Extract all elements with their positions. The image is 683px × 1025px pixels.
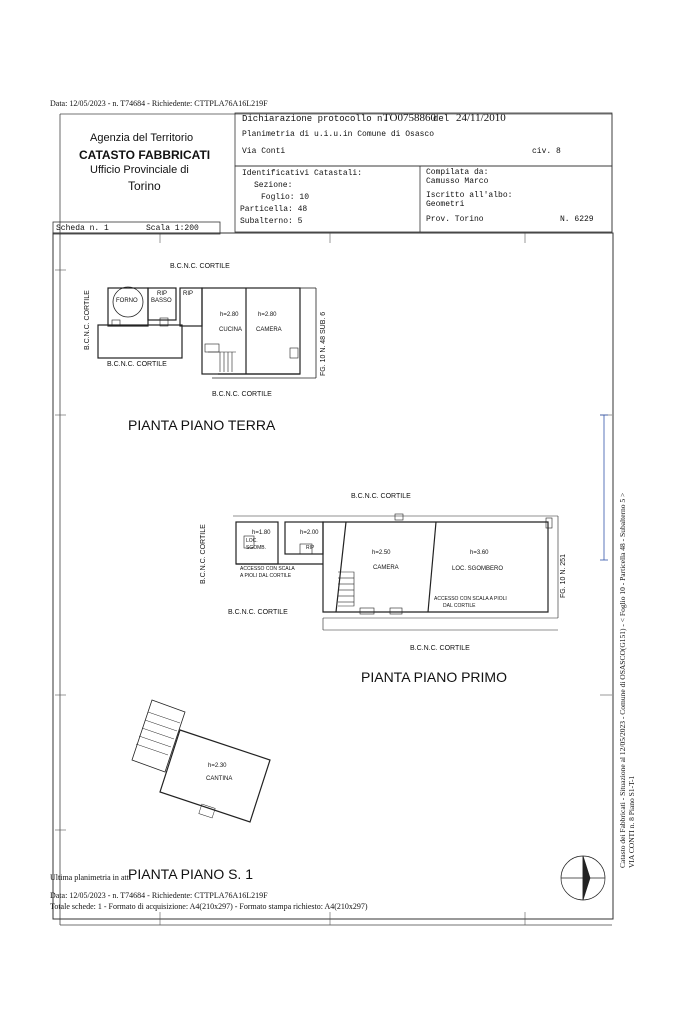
terra-side-right: FG. 10 N. 48 SUB. 6 <box>320 311 327 376</box>
forno-label: FORNO <box>116 298 138 304</box>
north-arrow-icon <box>561 856 605 900</box>
primo-cortile-left: B.C.N.C. CORTILE <box>200 524 207 584</box>
footer-totals: Totale schede: 1 - Formato di acquisizione: A4(210x297) - Formato stampa richiesto: A4(210x297) <box>50 902 368 911</box>
agency-line1: Agenzia del Territorio <box>90 132 194 144</box>
side-text-line2: VIA CONTI n. 8 Piano S1-T-1 <box>627 775 636 868</box>
cantina-label: CANTINA <box>206 776 233 782</box>
subalterno: Subalterno: 5 <box>240 217 303 226</box>
cantina-height: h=2.30 <box>208 763 227 769</box>
identifiers-title: Identificativi Catastali: <box>242 169 363 178</box>
access1-line1: ACCESSO CON SCALA <box>240 566 295 572</box>
declaration-label: Dichiarazione protocollo n. <box>242 114 388 124</box>
primo-camera-height: h=2.50 <box>372 550 391 556</box>
access2-line1: ACCESSO CON SCALA A PIOLI <box>434 596 507 602</box>
civ-label: civ. 8 <box>532 147 561 156</box>
terra-cortile-mid: B.C.N.C. CORTILE <box>107 361 167 368</box>
access1-line2: A PIOLI DAL CORTILE <box>240 573 292 579</box>
terra-cortile-bottom: B.C.N.C. CORTILE <box>212 391 272 398</box>
protocol-number: TO0758860 <box>383 112 436 124</box>
agency-line2: CATASTO FABBRICATI <box>79 148 211 162</box>
footer-stamp: Data: 12/05/2023 - n. T74684 - Richiedente: CTTPLA76A16L219F <box>50 891 268 900</box>
particella: Particella: 48 <box>240 205 308 214</box>
terra-cortile-top: B.C.N.C. CORTILE <box>170 263 230 270</box>
loc-height: h=1.80 <box>252 530 271 536</box>
primo-cortile-top: B.C.N.C. CORTILE <box>351 493 411 500</box>
cucina-height: h=2.80 <box>220 312 239 318</box>
foglio: Foglio: 10 <box>261 193 310 202</box>
sgombero-label: LOC. SGOMBERO <box>452 566 504 572</box>
primo-cortile-bottom: B.C.N.C. CORTILE <box>410 645 470 652</box>
loc-label2: SGOMB. <box>246 545 267 551</box>
camera-label: CAMERA <box>256 327 282 333</box>
cucina-label: CUCINA <box>219 327 243 333</box>
scheda-number: Scheda n. 1 <box>56 224 109 233</box>
s1-title: PIANTA PIANO S. 1 <box>128 866 254 882</box>
primo-cortile-bl: B.C.N.C. CORTILE <box>228 609 288 616</box>
compiled-name: Camusso Marco <box>426 177 489 186</box>
sezione: Sezione: <box>254 181 293 190</box>
primo-side-right: FG. 10 N. 251 <box>560 554 567 598</box>
rip-height: h=2.00 <box>300 530 319 536</box>
access2-line2: DAL CORTILE <box>443 603 476 609</box>
del-label: del <box>433 114 450 124</box>
rip2-label: RIP <box>183 291 194 297</box>
rip-basso-label2: BASSO <box>151 298 172 304</box>
terra-cortile-left: B.C.N.C. CORTILE <box>84 290 91 350</box>
street-label: Via Conti <box>242 147 286 156</box>
top-stamp: Data: 12/05/2023 - n. T74684 - Richiedente: CTTPLA76A16L219F <box>50 99 268 108</box>
loc-label1: LOC. <box>246 538 258 544</box>
scale-label: Scala 1:200 <box>146 224 199 233</box>
rip-basso-label1: RIP <box>157 291 168 297</box>
primo-camera-label: CAMERA <box>373 565 399 571</box>
planimetry-label: Planimetria di u.i.u.in Comune di Osasco <box>242 130 435 139</box>
last-plan-label: Ultima planimetria in atti <box>50 873 132 882</box>
province: Prov. Torino <box>426 215 484 224</box>
sgombero-height: h=3.60 <box>470 550 489 556</box>
register-number: N. 6229 <box>560 215 594 224</box>
protocol-date: 24/11/2010 <box>456 112 506 124</box>
side-text-line1: Catasto dei Fabbricati - Situazione al 12/05/2023 - Comune di OSASCO(G151) - < Foglio 10 - Particella 48 - Subalterno 5 > <box>618 492 627 868</box>
compiled-title: Compilata da: <box>426 168 489 177</box>
agency-line3: Ufficio Provinciale di <box>90 164 189 176</box>
camera-height: h=2.80 <box>258 312 277 318</box>
profession: Geometri <box>426 200 465 209</box>
rip-label: RIP <box>306 545 315 551</box>
primo-title: PIANTA PIANO PRIMO <box>361 669 507 685</box>
albo-label: Iscritto all'albo: <box>426 191 513 200</box>
terra-title: PIANTA PIANO TERRA <box>128 417 276 433</box>
agency-line4: Torino <box>128 179 161 193</box>
